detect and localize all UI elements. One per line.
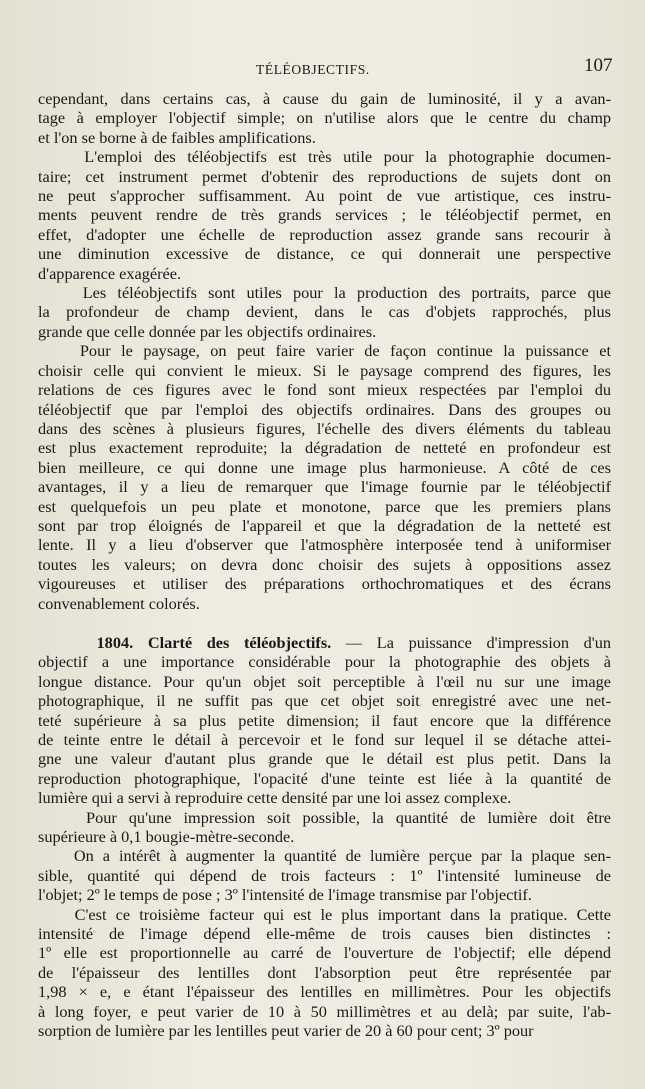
text-line: C'est ce troisième facteur qui est le plus important dans la pratique. Cette [38,904,611,924]
page-number: 107 [584,55,613,76]
text-line: L'emploi des téléobjectifs est très utile pour la photographie documen- [38,147,611,167]
paragraph [38,846,611,904]
text-line: l'objet; 2º le temps de pose ; 3º l'intensité de l'image transmise par l'objectif. [38,885,532,905]
text-line: sont par trop éloignés de l'appareil et que la dégradation de la netteté est [38,515,611,535]
text-line: dans des scènes à plusieurs figures, l'échelle des divers éléments du tableau [38,418,611,438]
text-line: convenablement colorés. [38,593,200,613]
text-line: On a intérêt à augmenter la quantité de lumière perçue par la plaque sen- [38,846,611,866]
text-line: lumière qui a servi à reproduire cette densité par une loi assez complexe. [38,788,512,808]
text-line: gne une valeur d'autant plus grande que le détail est plus petit. Dans la [38,749,611,769]
text-line: téléobjectif que par l'emploi des objectifs ordinaires. Dans des groupes ou [38,399,611,419]
running-head: TÉLÉOBJECTIFS. [256,62,370,77]
paragraph [38,905,611,1041]
text-line: cependant, dans certains cas, à cause du gain de luminosité, il y a avan- [38,89,611,108]
paragraph [38,808,611,847]
text-line: objectif a une importance considérable pour la photographie des objets à [38,652,611,672]
text-line: longue distance. Pour qu'un objet soit perceptible à l'œil nu sur une image [38,671,611,691]
text-line: est quelquefois un peu plate et monotone, parce que les premiers plans [38,496,611,516]
text-line: d'apparence exagérée. [38,263,182,283]
text-line: avantages, il y a lieu de remarquer que l'image fournie par le téléobjectif [38,477,611,497]
text-line: sible, quantité qui dépend de trois facteurs : 1º l'intensité lumineuse de [38,865,611,885]
text-line: Pour qu'une impression soit possible, la quantité de lumière doit être [38,807,611,827]
paragraph [38,341,611,613]
text-line: photographique, il ne suffit pas que cet objet soit enregistré avec une net- [38,691,611,711]
text-line: reproduction photographique, l'opacité d'une teinte est liée à la quantité de [38,768,611,788]
text-line: grande que celle donnée par les objectifs ordinaires. [38,321,377,341]
text-line: vigoureuses et utiliser des préparations orthochromatiques et des écrans [38,574,611,594]
text-line: sorption de lumière par les lentilles peut varier de 20 à 60 pour cent; 3º pour [38,1021,534,1041]
text-line: bien meilleure, ce qui donne une image plus harmonieuse. A côté de ces [38,457,611,477]
paragraph [38,283,611,341]
text-line: tage à employer l'objectif simple; on n'utilise alors que le centre du champ [38,108,611,128]
section-1804 [38,633,611,808]
text-line: de teinte entre le détail à percevoir et le fond sur lequel il se détache attei- [38,730,611,749]
text-line: et l'on se borne à de faibles amplifications. [38,127,316,147]
text-line: de l'épaisseur des lentilles dont l'absorption peut être représentée par [38,962,611,982]
text-line: est plus exactement reproduite; la dégradation de netteté en profondeur est [38,438,611,458]
text-line: une diminution excessive de distance, ce qui donnerait une perspective [38,244,611,264]
text-line: supérieure à 0,1 bougie-mètre-seconde. [38,827,295,847]
text-line: teté supérieure à sa plus petite dimension; il faut encore que la différence [38,710,611,730]
text-line: Les téléobjectifs sont utiles pour la production des portraits, parce que [38,283,611,303]
text-line: Pour le paysage, on peut faire varier de façon continue la puissance et [38,341,611,361]
text-line: à long foyer, e peut varier de 10 à 50 millimètres et au delà; par suite, l'ab- [38,1001,611,1021]
text-line: 1,98 × e, e étant l'épaisseur des lentilles en millimètres. Pour les objectifs [38,982,611,1002]
text-line: effet, d'adopter une échelle de reproduction assez grande sans recourir à [38,224,611,244]
text-line: ments peuvent rendre de très grands services ; le téléobjectif permet, en [38,205,611,225]
section-title: Clarté des téléobjectifs. [147,632,332,652]
paragraph [38,89,611,147]
text-line: lente. Il y a lieu d'observer que l'atmosphère interposée tend à uniformiser [38,535,611,555]
text-line: 1º elle est proportionnelle au carré de l'ouverture de l'objectif; elle dépend [38,943,611,963]
paragraph [38,147,611,283]
text-line: taire; cet instrument permet d'obtenir des reproductions de sujets dont on [38,166,611,186]
text-line: choisir celle qui convient le mieux. Si le paysage comprend des figures, les [38,360,611,380]
section-number: 1804. [96,632,134,652]
section-heading-line [38,633,611,652]
section-gap [38,613,611,633]
text-line: ne peut s'approcher suffisamment. Au point de vue artistique, ces instru- [38,186,611,206]
text-line: toutes les valeurs; on devra donc choisir des sujets à oppositions assez [38,554,611,574]
text-line: la profondeur de champ devient, dans le cas d'objets rapprochés, plus [38,302,611,322]
body-text [38,89,611,1041]
section-first-line: — La puissance d'impression d'un [331,632,612,652]
text-line: intensité de l'image dépend elle-même de trois causes bien distinctes : [38,924,611,944]
text-line: relations de ces figures avec le fond sont mieux respectées par l'emploi du [38,380,611,400]
